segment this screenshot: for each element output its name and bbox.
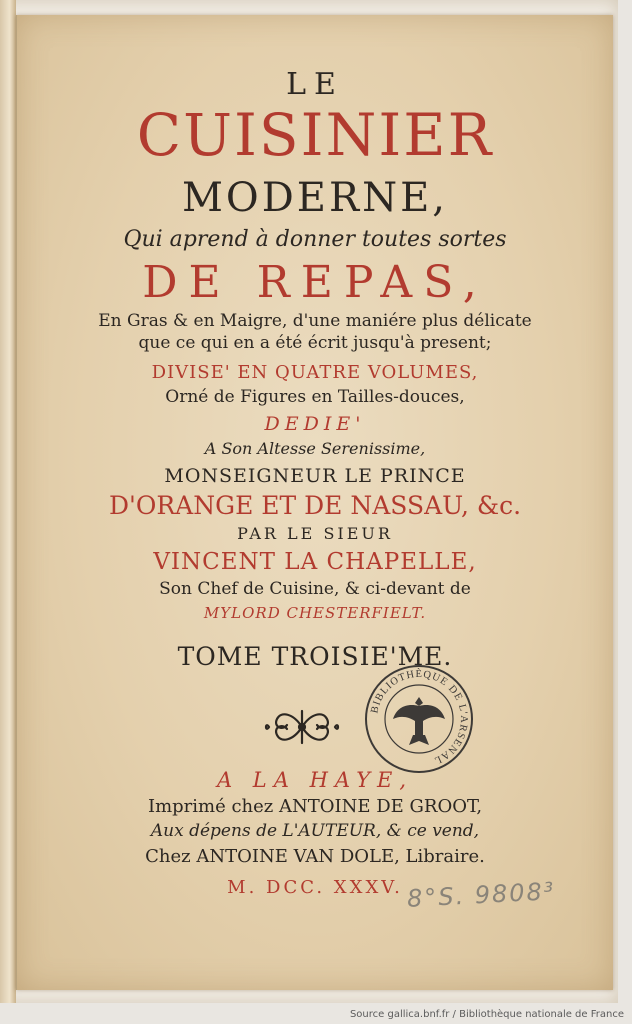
stamp-text: BIBLIOTHÈQUE DE L'ARSENAL: [369, 668, 470, 767]
text-par-le-sieur: PAR LE SIEUR: [237, 524, 393, 543]
source-footer: Source gallica.bnf.fr / Bibliothèque nationale de France: [349, 1009, 624, 1020]
text-monseigneur: MONSEIGNEUR LE PRINCE: [164, 465, 466, 487]
title-repas: DE REPAS,: [142, 257, 488, 308]
text-altesse: A Son Altesse Serenissime,: [204, 439, 426, 458]
title-article: LE: [286, 67, 344, 102]
text-gras-maigre: En Gras & en Maigre, d'une maniére plus délicate: [98, 311, 532, 331]
text-dedie: DEDIE': [264, 413, 366, 435]
text-ecrit: que ce qui en a été écrit jusqu'à present;: [138, 333, 492, 353]
volume-title: TOME TROISIE'ME.: [177, 642, 453, 671]
imprint-printer: Imprimé chez ANTOINE DE GROOT,: [147, 796, 483, 817]
imprint-year: M. DCC. XXXV.: [227, 877, 403, 898]
text-figures: Orné de Figures en Tailles-douces,: [165, 387, 465, 407]
text-orange-nassau: D'ORANGE ET DE NASSAU, &c.: [108, 491, 522, 520]
title-page-paper: [16, 15, 613, 990]
fleuron-ornament-icon: [263, 705, 341, 749]
imprint-bookseller: Chez ANTOINE VAN DOLE, Libraire.: [145, 846, 485, 867]
shelfmark: 8°S. 9808³: [406, 877, 557, 913]
book-spine-edge: [0, 0, 16, 1003]
title-description: Qui aprend à donner toutes sortes: [123, 227, 507, 252]
library-stamp-icon: [363, 663, 475, 775]
imprint-city: A LA HAYE,: [216, 768, 414, 792]
text-volumes: DIVISE' EN QUATRE VOLUMES,: [151, 362, 479, 383]
text-chef-cuisine: Son Chef de Cuisine, & ci-devant de: [159, 579, 471, 599]
author-name: VINCENT LA CHAPELLE,: [153, 549, 477, 575]
title-block: [17, 15, 613, 990]
text-mylord: MYLORD CHESTERFIELT.: [203, 604, 427, 622]
imprint-expense: Aux dépens de L'AUTEUR, & ce vend,: [150, 821, 480, 841]
title-subtitle: MODERNE,: [181, 175, 449, 221]
title-main: CUISINIER: [136, 101, 494, 169]
